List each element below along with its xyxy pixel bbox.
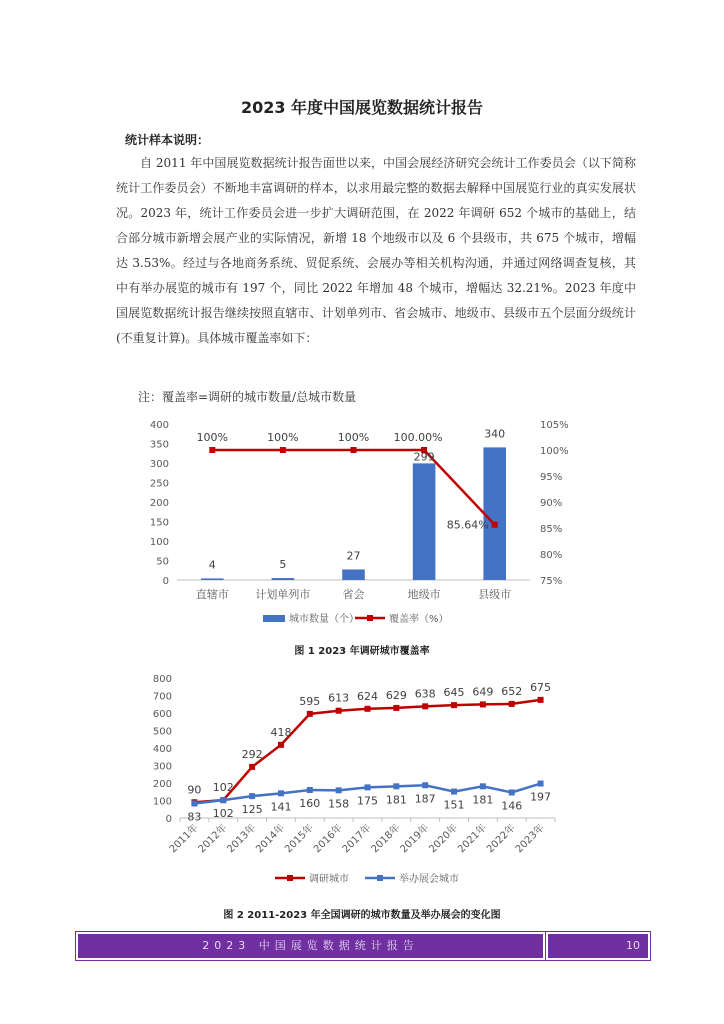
chart2-series-marker [393, 705, 399, 711]
chart2-category-label: 2017年 [340, 822, 374, 856]
chart2-category-label: 2016年 [311, 822, 345, 856]
chart2-series-marker [509, 701, 515, 707]
chart1-legend-bar-swatch [263, 615, 285, 622]
chart1-coverage-marker [492, 522, 498, 528]
chart2-legend-blue-label: 举办展会城市 [399, 874, 459, 885]
chart1-coverage-label: 100% [196, 431, 229, 444]
chart1-coverage-line [209, 447, 497, 528]
chart1-bar-label: 4 [208, 558, 216, 572]
page-number: 10 [626, 939, 640, 952]
chart1-y-tick: 50 [156, 556, 169, 568]
chart1-y2-tick: 105% [540, 420, 569, 431]
chart2-red-label: 638 [414, 687, 436, 701]
chart2-blue-label: 102 [212, 807, 234, 821]
chart2-blue-label: 181 [472, 793, 494, 807]
chart1-category-label: 县级市 [478, 588, 512, 601]
chart2-category-label: 2018年 [369, 822, 403, 856]
chart1-bar [483, 447, 506, 580]
chart2-red-label: 624 [357, 689, 378, 703]
chart2-y-tick: 800 [152, 674, 172, 685]
chart1-y2-tick: 85% [540, 524, 563, 535]
chart1-y2-tick: 80% [540, 550, 563, 561]
chart2-series-marker [307, 711, 313, 717]
chart2-series-marker [191, 800, 197, 806]
chart1-coverage-label: 100% [337, 431, 370, 444]
chart2-series-marker [393, 783, 399, 789]
chart2-y-tick: 300 [152, 761, 172, 773]
chart1-bar [342, 569, 365, 580]
chart1-coverage-polyline [212, 450, 494, 525]
chart2-y-tick: 700 [152, 691, 172, 703]
chart2-red-label: 645 [443, 686, 465, 700]
chart2-red-label: 418 [270, 725, 292, 739]
chart1-legend-line-label: 覆盖率（%） [389, 614, 449, 625]
chart1-y2-tick: 100% [540, 446, 569, 457]
chart2-series-marker [249, 793, 255, 799]
chart2-category-label: 2013年 [225, 822, 259, 856]
chart2-series-marker [480, 783, 486, 789]
chart2-series-marker [480, 701, 486, 707]
chart2-category-label: 2015年 [283, 822, 316, 856]
chart1-y-tick: 200 [149, 498, 169, 509]
chart2-series-marker [365, 706, 371, 712]
body-paragraph: 自 2011 年中国展览数据统计报告面世以来，中国会展经济研究会统计工作委员会（以下简称统计工作委员会）不断地丰富调研的样本，以求用最完整的数据去解释中国展览行业的真实发展状况。2023 年，统计工作委员会进一步扩大调研范围，在 2022 年调研 652 个城市的基础上，结合部分城市新增会展产业的实际情况，新增 18 个地级市以及 6 个县级市，共 675 个城市，增幅达 3.53%。经过与各地商务系统、贸促系统、会展办等相关机构沟通，并通过网络调查复核，其中有举办展览的城市有 197 个，同比 2022 年增加 48 个城市，增幅达 32.21%。2023 年度中国展览数据统计报告继续按照直辖市、计划单列市、省会城市、地级市、县级市五个层面分级统计(不重复计算)。具体城市覆盖率如下： [116, 156, 636, 345]
chart1-bar-label: 340 [484, 427, 506, 441]
chart2-category-label: 2023年 [513, 822, 547, 856]
chart2-y-tick: 600 [152, 709, 172, 720]
coverage-note: 注：覆盖率=调研的城市数量/总城市数量 [138, 390, 357, 404]
chart1-bar [272, 578, 295, 580]
chart2-series-marker [307, 787, 313, 793]
chart1-y-tick: 100 [149, 537, 169, 548]
chart2-category-label: 2021年 [456, 822, 490, 856]
chart1-coverage-label: 100% [267, 431, 299, 444]
chart1-category-label: 地级市 [407, 588, 441, 601]
chart2-series-marker [538, 697, 544, 703]
chart2-series-marker [278, 742, 284, 748]
chart1-coverage-marker [351, 447, 357, 453]
chart1-coverage-marker [280, 447, 286, 453]
chart1-category-label: 直辖市 [195, 588, 229, 601]
chart2-legend-red-label: 调研城市 [309, 874, 349, 885]
page-footer [76, 932, 648, 960]
chart2-blue-label: 197 [530, 790, 552, 804]
chart2-y-tick: 0 [165, 814, 172, 825]
chart2-series-marker [365, 784, 371, 790]
chart2-series-marker [336, 787, 342, 793]
chart2-series-marker [422, 782, 428, 788]
chart1-y2-tick: 95% [540, 472, 563, 483]
chart2-red-label: 613 [328, 691, 350, 705]
report-title: 2023 年度中国展览数据统计报告 [240, 98, 484, 117]
chart2-red-label: 102 [212, 781, 234, 795]
chart2-legend-blue-marker [377, 875, 383, 881]
chart1-coverage-label: 85.64% [446, 518, 489, 532]
chart1-category-label: 计划单列市 [255, 588, 311, 601]
section-heading: 统计样本说明： [125, 133, 210, 147]
chart1-legend [263, 612, 449, 625]
chart2-red-label: 652 [501, 684, 523, 698]
chart2-series-marker [509, 789, 515, 795]
chart2-labels [187, 681, 551, 824]
chart2-series-marker [336, 708, 342, 714]
chart2-red-label: 292 [241, 747, 263, 761]
chart2-axes [153, 674, 555, 855]
chart1-category-label: 省会 [342, 588, 365, 601]
chart1-coverage-marker [209, 447, 215, 453]
chart2-series-marker [422, 703, 428, 709]
chart2-series-marker [451, 702, 457, 708]
chart2-legend [275, 872, 459, 885]
chart2-series-marker [451, 789, 457, 795]
chart2-category-label: 2020年 [427, 822, 461, 856]
chart2-blue-label: 181 [385, 793, 407, 807]
chart2-category-label: 2022年 [485, 822, 518, 856]
figure1-caption: 图 1 2023 年调研城市覆盖率 [294, 646, 430, 657]
chart2-series-marker [538, 781, 544, 787]
chart2-blue-label: 158 [328, 797, 350, 811]
chart1-y2-tick: 75% [540, 576, 563, 587]
chart2-red-label: 649 [472, 685, 494, 699]
chart2-series-marker [220, 797, 226, 803]
chart1-y-tick: 0 [162, 576, 169, 587]
chart2-y-tick: 100 [152, 796, 172, 808]
chart1-bar [201, 578, 224, 580]
footer-page-box [546, 932, 650, 960]
chart1-bar [413, 463, 436, 580]
chart2-blue-label: 125 [241, 803, 263, 817]
coverage-chart [135, 412, 585, 634]
chart2-category-label: 2014年 [254, 822, 288, 856]
chart1-y2-tick: 90% [540, 498, 563, 509]
chart2-blue-label: 146 [501, 799, 523, 813]
chart1-coverage-label: 100.00% [393, 431, 443, 444]
trend-chart [135, 668, 565, 903]
chart2-series-marker [249, 764, 255, 770]
chart1-legend-line-marker [367, 615, 373, 621]
chart2-red-label: 90 [187, 783, 202, 797]
chart2-blue-label: 187 [414, 792, 436, 806]
footer-report-name: 2023 中国展览数据统计报告 [76, 932, 545, 960]
chart2-red-label: 675 [530, 680, 552, 694]
chart2-red-label: 629 [385, 688, 407, 702]
chart2-blue-label: 83 [187, 810, 202, 824]
chart1-y-tick: 150 [149, 517, 169, 529]
chart1-y-tick: 250 [149, 478, 169, 490]
chart1-bar-label: 5 [279, 558, 287, 572]
chart1-legend-bar-label: 城市数量（个） [289, 614, 359, 625]
chart2-series-marker [278, 790, 284, 796]
chart2-blue-label: 175 [357, 794, 378, 808]
chart2-y-tick: 400 [152, 744, 172, 755]
chart2-red-label: 595 [299, 694, 321, 708]
chart2-category-label: 2019年 [398, 822, 432, 856]
chart1-bar-label: 299 [413, 450, 435, 464]
chart2-blue-label: 160 [299, 797, 321, 810]
chart1-bar-label: 27 [346, 549, 361, 563]
chart1-y-tick: 300 [149, 459, 169, 470]
body-text [116, 151, 636, 351]
chart2-y-tick: 200 [152, 779, 172, 790]
chart2-blue-label: 151 [443, 798, 465, 812]
chart2-legend-red-marker [287, 875, 293, 881]
chart2-y-tick: 500 [152, 726, 172, 738]
figure2-caption: 图 2 2011-2023 年全国调研的城市数量及举办展会的变化图 [223, 910, 501, 921]
chart2-category-label: 2012年 [196, 822, 230, 856]
chart1-y-tick: 400 [149, 420, 169, 431]
chart2-blue-label: 141 [270, 800, 292, 814]
chart1-y-tick: 350 [149, 439, 169, 451]
chart2-category-label: 2011年 [167, 822, 201, 856]
